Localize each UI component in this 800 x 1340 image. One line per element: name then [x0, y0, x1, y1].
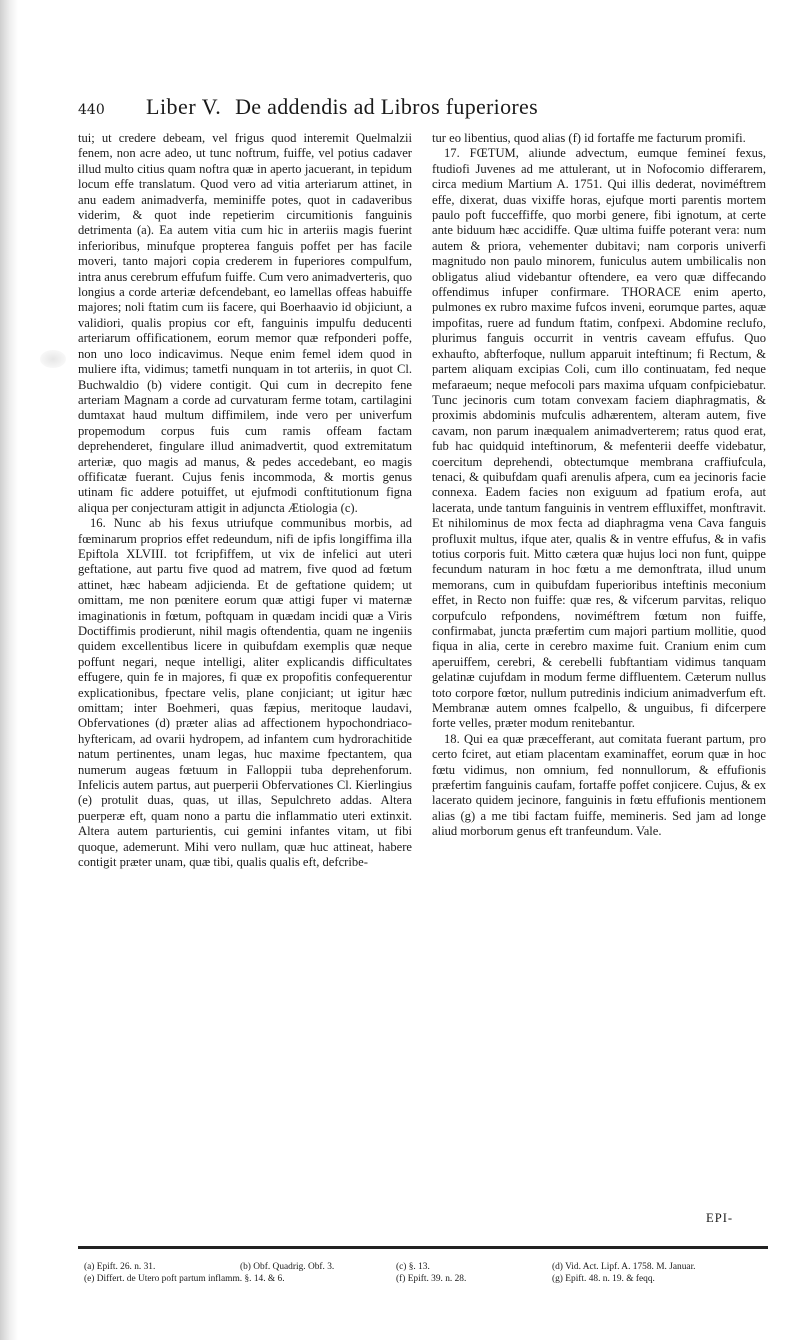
paragraph: 17. FŒTUM, aliunde advectum, eumque femineí fexus, ftudiofi Juvenes ad me attulerant, ut in Nofocomio differarem, circa medium Martium A. 1751. Qui illis dederat, noviméftrem effe, dixerat, duas vixiffe horas, ejufque morti parentis mortem paulo poft fucceffiffe, quo morbi genere, fibi ignotum, at certe ante biduum hæc accidiffe. Quæ ultima fuiffe poterant vera: num autem & priora, vehementer dubitavi; nam corporis univerfi magnitudo non paulo minorem, funiculus autem umbilicalis non obligatus aliud videbantur oftendere, ea vero quæ diffecando offendimus infuper confirmare. THORACE enim aperto, pulmones ex rubro maxime fufcos inveni, eorumque partes, aquæ impofitas, ruere ad fundum ftatim, confpexi. Abdomine reclufo, plurimus fanguis occurrit in ventris caveam effufus. Quo exhaufto, abfterfoque, nullum apparuit inteftinum; fi Rectum, & partem aliquam excipias Coli, cum illo continuatam, fed neque mefaraeum; neque mefocoli pars maxima ufquam confpiciebatur. Tunc jecinoris cum totam convexam faciem diaphragmatis, & proximis abdominis mufculis adhærentem, alteram autem, five cavam, non parum inæqualem animadverterem; ratus quod erat, fub hac quidquid inteftinorum, & mefenterii deeffe videbatur, coercitum deprehendi, obtectumque membrana craffiufcula, tenaci, & quibufdam quafi arenulis afpera, cum ea jecinoris facie connexa. Eadem facies non exiguum ad fpatium erofa, aut lacerata, unde tantum fanguinis in ventrem effluxiffet, monftravit. Et nihilominus de mox fecta ad diaphragma vena Cava fanguis profluxit multus, ifque ater, qualis & in ventre effufus, & in vafis totius corporis fuit. Mitto cætera quæ hujus loci non funt, quippe fecundum naturam in hoc fœtu a me demonftrata, illud unum memorans, cum in quibufdam fuperioribus inteftinis meconium effet, in Recto non fuiffe: quæ res, & vifcerum parvitas, reliquo corpufculo refpondens, noviméftrem fœtum non fuiffe, confirmabat, juncta præfertim cum majori partium mollitie, quod fiqua in alia, certe in cerebro maxime fuit. Cranium enim cum aperuiffem, cerebri, & cerebelli fubftantiam vidimus tanquam gelatinæ cujufdam in modum ferme diffluentem. Cæterum nullus toto corpore fœtor, nullum putredinis indicium animadverfum eft. Membranæ autem omnes fcalpello, & unguibus, fi difcerpere forte velles, præter modum renitebantur.: [432, 146, 766, 731]
running-head-book: Liber V.: [146, 94, 222, 119]
paragraph: 16. Nunc ab his fexus utriufque communibus morbis, ad fœminarum proprios effet redeundum, nifi de ipfis longiffima illa Epiftola XLVIII. tot fcripfiffem, ut vix de infelici aut uteri geftatione, aut partu five quod ad matrem, five quod ad fœtum attinet, hæc habeam adjicienda. Et de geftatione quidem; ut omittam, me non pœnitere eorum quæ attigi fuper vi maternæ imaginationis in fœtum, poftquam in quædam incidi quæ a Viris Doctiffimis prodierunt, nihil magis oftendentia, quam ne ingeniis quidem excellentibus licere in quibufdam exemplis quæ neque poffunt negari, neque intelligi, aliter explicandis difficultates effugere, quin fe in majores, fi quæ ex propofitis confequerentur explicationibus, fpectare velis, plane conjiciant; ut igitur hæc omittam; inter Boehmeri, quas fæpius, meritoque laudavi, Obfervationes (d) præter alias ad affectionem hypochondriaco-hyftericam, ad ovarii hydropem, ad infantem cum hydrorachitide natum pertinentes, unam legas, huc maxime fpectantem, qua numerum augeas fœtuum in Falloppii tuba deprehenforum. Infelicis autem partus, aut puerperii Obfervationes Cl. Kierlingius (e) protulit duas, quas, ut illas, Sepulchreto addas. Altera puerperæ eft, quam nono a partu die inflammatio uteri extinxit. Altera autem parturientis, cui gemini infantes vitam, ut fibi quoque, ademerunt. Mihi vero nullam, quæ huc attineat, habere contigit præter unam, quæ tibi, qualis qualis eft, defcribe-: [78, 516, 412, 870]
running-head-title: De addendis ad Libros fuperiores: [235, 94, 538, 119]
page-number: 440: [78, 102, 105, 118]
paragraph: tui; ut credere debeam, vel frigus quod interemit Quelmalzii fenem, non acre adeo, ut tunc noftrum, fuiffe, vel potius cadaver illud multo citius quam noftra quæ in aperto jacuerant, in tepidum locum effe translatum. Quod vero ad vitia arteriarum attinet, in anu eadem animadverfa, meminiffe potes, quot in cadaveribus viderim, & quot inde repetierim circumitionis fanguinis detrimenta (a). Ea autem vitia cum hic in arteriis magis fuerint inferioribus, minufque propterea fanguis poffet per has facile moveri, tanto majori copia crederem in fuperiores compulfum, intra anus cerebrum effufum fuiffe. Cum vero animadverteris, quo longius a corde arteriæ defcendebant, eo lamellas offeas habuiffe majores; noli ftatim cum iis facere, qui Boerhaavio id objiciunt, a validiori, qualis propius cor eft, fanguinis impulfu deducenti arteriarum offificationem, eorum memor quæ refponderi poffe, non uno loco indicavimus. Neque enim femel idem quod in muliere ifta, vidimus; tametfi nunquam in tot arteriis, in quot Cl. Buchwaldio (b) videre contigit. Qui cum in decrepito fene arteriam Magnam a corde ad curvaturam ferme totam, cartilagini dumtaxat haud multum diffimilem, inde vero per univerfum propemodum corpus fuis cum ramis offeam factam deprehenderet, fingulare illud animadvertit, quod extremitatum arteriæ, quo magis ad manus, & pedes accedebant, eo magis offificatæ fuerant. Cujus fenis incommoda, & mortis genus utinam fic addere potuiffet, ut ejufmodi conftitutionum figna aliqua per conjecturam attigit in adjuncta Ætiologia (c).: [78, 131, 412, 515]
footnotes: [84, 1262, 774, 1285]
text-columns: [78, 131, 766, 871]
footnote: (b) Obf. Quadrig. Obf. 3.: [240, 1262, 335, 1272]
footnote-rule: [78, 1246, 768, 1249]
catchword: EPI-: [706, 1211, 734, 1225]
running-head: [126, 94, 768, 120]
paragraph: tur eo libentius, quod alias (f) id fortaffe me facturum promifi.: [432, 131, 746, 145]
scan-shadow-edge: [0, 0, 18, 1340]
footnote: (d) Vid. Act. Lipf. A. 1758. M. Januar.: [552, 1262, 696, 1272]
left-column: [78, 131, 412, 871]
paper-stain: [40, 350, 66, 368]
page-header: [78, 94, 768, 124]
footnote: (c) §. 13.: [396, 1262, 430, 1272]
footnote: (e) Differt. de Utero poft partum inflamm. §. 14. & 6.: [84, 1273, 285, 1284]
footnote: (f) Epift. 39. n. 28.: [396, 1273, 467, 1284]
footnote: (a) Epift. 26. n. 31.: [84, 1262, 156, 1272]
right-column: [432, 131, 766, 871]
paragraph: 18. Qui ea quæ præcefferant, aut comitata fuerant partum, pro certo fciret, aut etiam placentam examinaffet, eorum quæ in hoc fœtu vidimus, non omnium, fed nonnullorum, & effufionis præfertim fanguinis caufam, fortaffe poffet conjicere. Cujus, & ex lacerato quidem jecinore, fanguinis in fœtu effufionis mentionem alias (g) a me tibi factam fuiffe, memineris. Sed jam ad longe aliud morborum genus eft tranfeundum. Vale.: [432, 731, 766, 839]
footnote: (g) Epift. 48. n. 19. & feqq.: [552, 1273, 655, 1284]
